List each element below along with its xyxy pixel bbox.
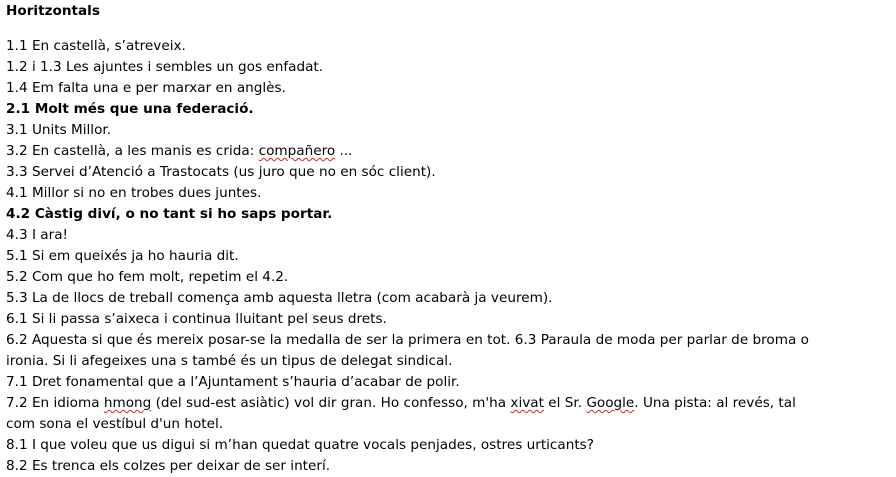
clue-line (6, 414, 894, 435)
clue-text: 3.2 En castellà, a les manis es crida: (6, 143, 259, 159)
clue-line (6, 183, 894, 204)
misspelled-word: hmong (103, 395, 152, 411)
heading-spacer (6, 22, 894, 36)
clue-line (6, 36, 894, 57)
clue-line (6, 309, 894, 330)
clue-text: 7.1 Dret fonamental que a l’Ajuntament s’hauria d’acabar de polir. (6, 374, 460, 390)
clue-line (6, 267, 894, 288)
clue-line (6, 330, 894, 351)
clue-line (6, 288, 894, 309)
clue-text: 8.2 Es trenca els colzes per deixar de ser interí. (6, 458, 331, 474)
clue-text: 6.1 Si li passa s’aixeca i continua lluitant pel seus drets. (6, 311, 387, 327)
section-heading: Horitzontals (6, 3, 100, 19)
clue-line (6, 246, 894, 267)
clue-text: 2.1 Molt més que una federació. (6, 101, 254, 117)
clue-line (6, 162, 894, 183)
clue-text: (del sud-est asiàtic) vol dir gran. Ho confesso, m'ha (151, 395, 511, 411)
clue-line (6, 225, 894, 246)
clue-text: ... (335, 143, 353, 159)
clue-text: 4.1 Millor si no en trobes dues juntes. (6, 185, 262, 201)
clue-text: 6.2 Aquesta si que és mereix posar-se la medalla de ser la primera en tot. 6.3 Paraula de moda per parlar de broma o (6, 332, 809, 348)
clue-text: com sona el vestíbul d'un hotel. (6, 416, 224, 432)
clue-line (6, 351, 894, 372)
clue-text: 8.1 I que voleu que us digui si m’han quedat quatre vocals penjades, ostres urticants? (6, 437, 594, 453)
clue-text: 4.3 I ara! (6, 227, 68, 243)
clue-line (6, 57, 894, 78)
clue-line (6, 393, 894, 414)
clue-text: ironia. Si li afegeixes una s també és un tipus de delegat sindical. (6, 353, 453, 369)
clue-text: 1.1 En castellà, s’atreveix. (6, 38, 186, 54)
clue-text: 1.2 i 1.3 Les ajuntes i sembles un gos enfadat. (6, 59, 324, 75)
clue-line (6, 141, 894, 162)
clue-text: 3.1 Units Millor. (6, 122, 112, 138)
misspelled-word: compañero (258, 143, 336, 159)
clue-line (6, 204, 894, 225)
clue-text: 4.2 Càstig diví, o no tant si ho saps portar. (6, 206, 333, 222)
clue-text: 1.4 Em falta una e per marxar en anglès. (6, 80, 286, 96)
misspelled-word: xivat (510, 395, 544, 411)
misspelled-word: Google (586, 395, 635, 411)
clue-line (6, 99, 894, 120)
clue-text: . Una pista: al revés, tal (634, 395, 796, 411)
clue-line (6, 78, 894, 99)
clue-text: 5.1 Si em queixés ja ho hauria dit. (6, 248, 239, 264)
clue-text: 3.3 Servei d’Atenció a Trastocats (us juro que no en sóc client). (6, 164, 436, 180)
clue-text: 5.3 La de llocs de treball comença amb aquesta lletra (com acabarà ja veurem). (6, 290, 553, 306)
clue-line (6, 120, 894, 141)
document-body (6, 0, 894, 477)
clue-text: el Sr. (543, 395, 587, 411)
clue-text: 5.2 Com que ho fem molt, repetim el 4.2. (6, 269, 289, 285)
clue-text: 7.2 En idioma (6, 395, 104, 411)
clue-line (6, 435, 894, 456)
clue-line (6, 372, 894, 393)
clue-list (6, 36, 894, 477)
